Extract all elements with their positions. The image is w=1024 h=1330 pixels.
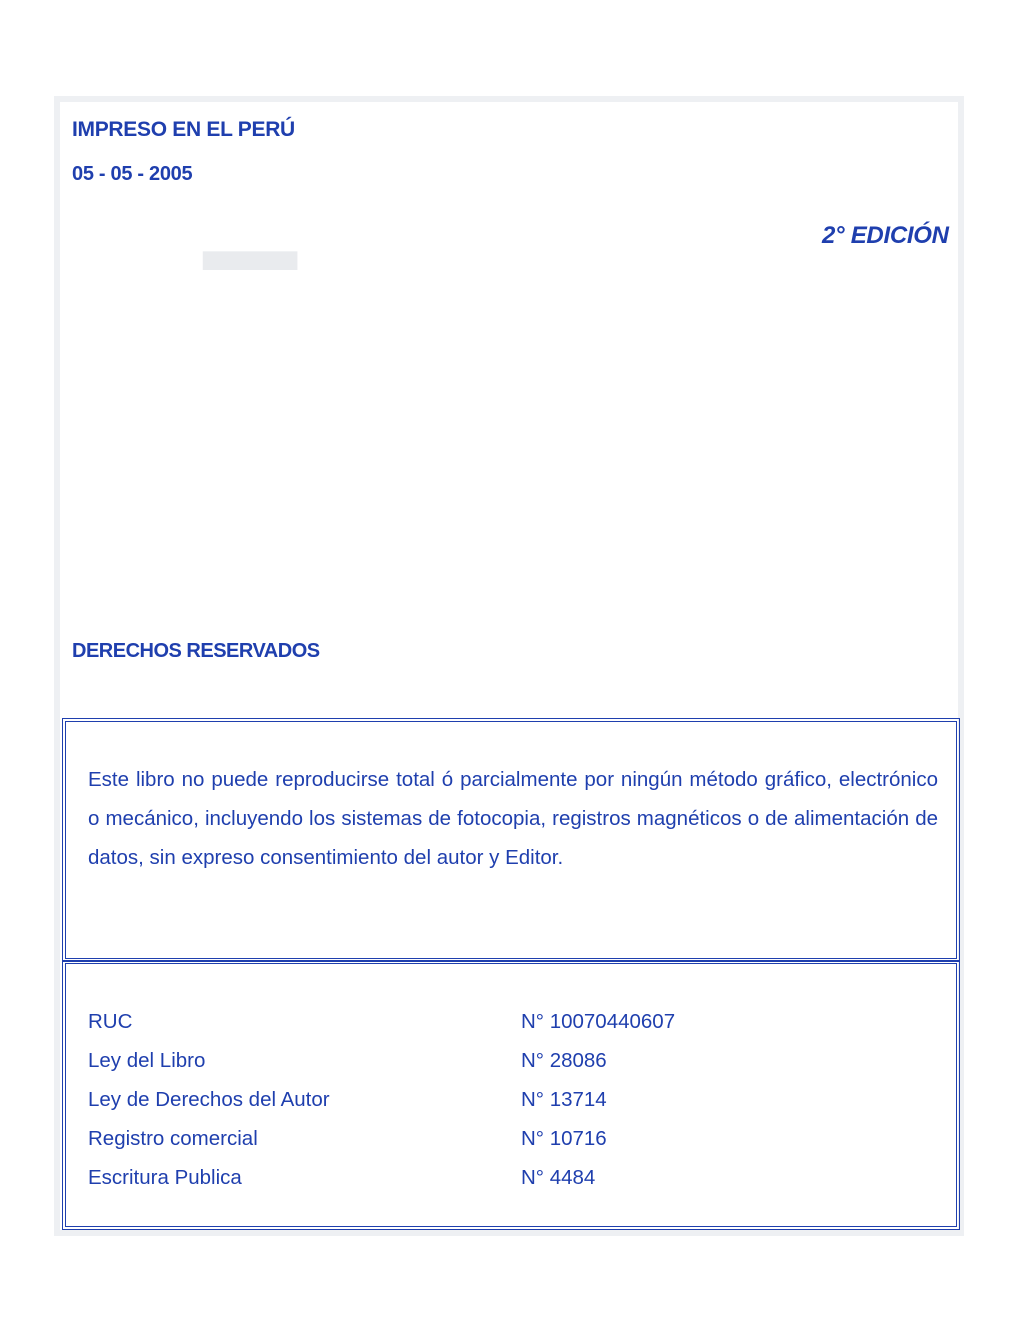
registration-info-box [62, 960, 960, 1230]
copyright-notice-text: Este libro no puede reproducirse total ó parcialmente por ningún método gráfico, electrónico o mecánico, incluyendo los sistemas de fotocopia, registros magnéticos o de alimentación de datos, sin expreso consentimiento del autor y Editor. [88, 768, 938, 869]
registration-table [88, 1002, 821, 1197]
registration-label: Escritura Publica [88, 1165, 242, 1189]
copyright-notice-box [62, 718, 960, 962]
printed-in-label: IMPRESO EN EL PERÚ [72, 118, 295, 141]
registration-row [88, 1041, 821, 1080]
registration-label: RUC [88, 1009, 133, 1033]
registration-label: Registro comercial [88, 1126, 258, 1150]
registration-value: N° 13714 [521, 1087, 607, 1111]
print-date: 05 - 05 - 2005 [72, 163, 193, 185]
bleed-through-graphic: ▁ [200, 130, 297, 269]
registration-row [88, 1158, 821, 1197]
registration-label: Ley del Libro [88, 1048, 206, 1072]
registration-value: N° 10070440607 [521, 1009, 676, 1033]
registration-value: N° 4484 [521, 1165, 596, 1189]
registration-row [88, 1080, 821, 1119]
registration-row [88, 1002, 821, 1041]
rights-reserved-title: DERECHOS RESERVADOS [72, 640, 320, 662]
registration-value: N° 10716 [521, 1126, 607, 1150]
registration-row [88, 1119, 821, 1158]
registration-value: N° 28086 [521, 1048, 607, 1072]
edition-label: 2° EDICIÓN [822, 222, 949, 249]
registration-label: Ley de Derechos del Autor [88, 1087, 330, 1111]
